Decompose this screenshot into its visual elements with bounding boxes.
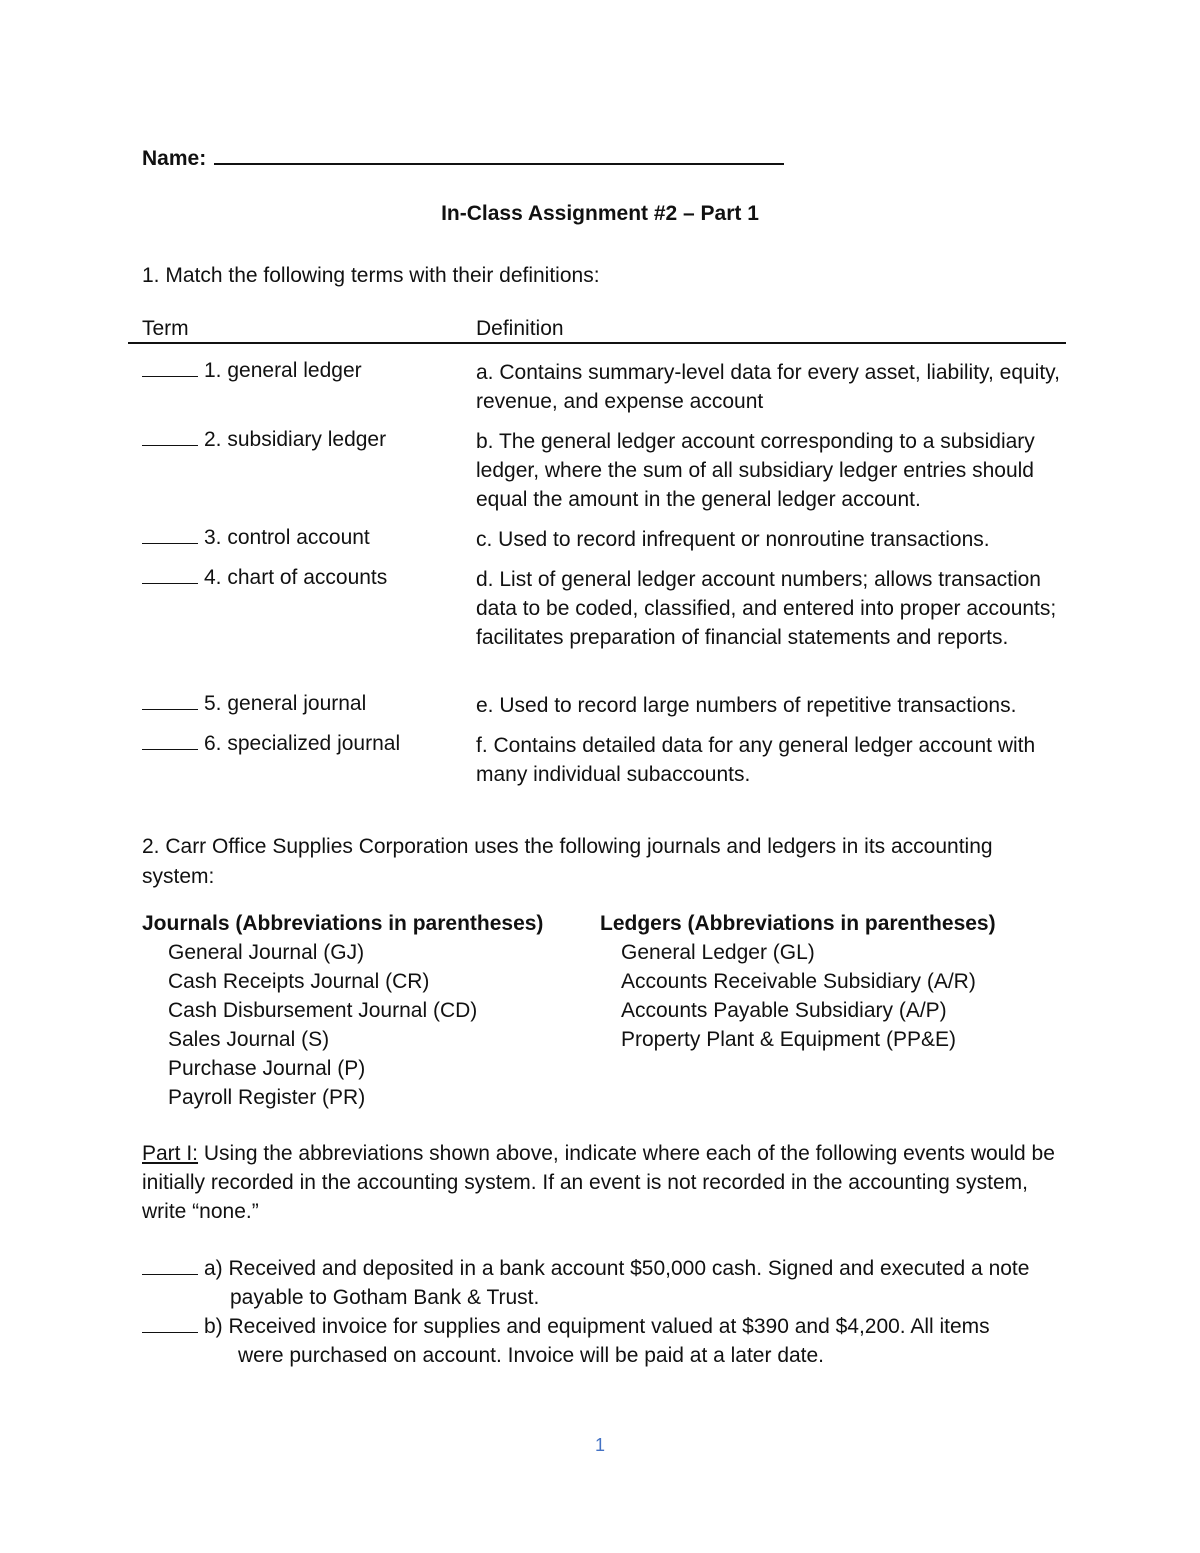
- ledger-item: Accounts Receivable Subsidiary (A/R): [621, 970, 976, 993]
- ledger-item: Property Plant & Equipment (PP&E): [621, 1028, 956, 1051]
- part-1-label: Part I:: [142, 1142, 199, 1165]
- definition-text: e. Used to record large numbers of repetitive transactions.: [476, 694, 1017, 717]
- term-text: 3. control account: [204, 526, 370, 549]
- part-1-text: Using the abbreviations shown above, indicate where each of the following events would be initially recorded in the accounting system. If an event is not recorded in the accounting system, write “none.”: [142, 1142, 1055, 1223]
- name-field-row: [142, 143, 784, 171]
- term-text: 5. general journal: [204, 692, 367, 715]
- answer-blank[interactable]: [142, 731, 198, 750]
- event-text-continued: were purchased on account. Invoice will be paid at a later date.: [238, 1344, 825, 1367]
- name-label: Name:: [142, 147, 207, 170]
- answer-blank[interactable]: [142, 525, 198, 544]
- journals-list: [142, 909, 543, 1112]
- answer-blank[interactable]: [142, 1314, 198, 1333]
- name-blank-line[interactable]: [214, 143, 784, 165]
- ledgers-heading: Ledgers (Abbreviations in parentheses): [600, 912, 996, 935]
- answer-blank[interactable]: [142, 565, 198, 584]
- definition-text: c. Used to record infrequent or nonroutine transactions.: [476, 528, 990, 551]
- definition-text: f. Contains detailed data for any general ledger account with many individual subaccounts.: [476, 734, 1036, 786]
- assignment-title: In-Class Assignment #2 – Part 1: [441, 202, 759, 225]
- event-item: [142, 1254, 1062, 1312]
- column-header-term: Term: [142, 317, 189, 340]
- event-text: b) Received invoice for supplies and equipment valued at $390 and $4,200. All items: [204, 1315, 990, 1338]
- term-text: 2. subsidiary ledger: [204, 428, 387, 451]
- journal-item: Purchase Journal (P): [168, 1057, 366, 1080]
- journal-item: Payroll Register (PR): [168, 1086, 366, 1109]
- column-header-definition: Definition: [476, 317, 564, 340]
- term-text: 6. specialized journal: [204, 732, 401, 755]
- answer-blank[interactable]: [142, 427, 198, 446]
- journal-item: General Journal (GJ): [168, 941, 365, 964]
- question-1-prompt: 1. Match the following terms with their definitions:: [142, 264, 600, 287]
- answer-blank[interactable]: [142, 691, 198, 710]
- ledgers-list: [600, 909, 996, 1054]
- answer-blank[interactable]: [142, 358, 198, 377]
- definition-text: a. Contains summary-level data for every asset, liability, equity, revenue, and expense account: [476, 361, 1060, 413]
- definition-text: d. List of general ledger account numbers; allows transaction data to be coded, classified, and entered into proper accounts; facilitates preparation of financial statements and reports.: [476, 568, 1057, 649]
- event-text: a) Received and deposited in a bank account $50,000 cash. Signed and executed a note: [204, 1257, 1030, 1280]
- definition-text: b. The general ledger account corresponding to a subsidiary ledger, where the sum of all subsidiary ledger entries should equal the amount in the general ledger account.: [476, 430, 1035, 511]
- journal-item: Sales Journal (S): [168, 1028, 330, 1051]
- page-number: 1: [594, 1435, 605, 1455]
- term-text: 4. chart of accounts: [204, 566, 388, 589]
- event-text-continued: payable to Gotham Bank & Trust.: [230, 1286, 540, 1309]
- question-2-prompt: 2. Carr Office Supplies Corporation uses the following journals and ledgers in its accounting system:: [142, 835, 993, 888]
- part-1-instructions: [142, 1139, 1072, 1226]
- ledger-item: Accounts Payable Subsidiary (A/P): [621, 999, 947, 1022]
- header-rule: [128, 342, 1066, 344]
- ledger-item: General Ledger (GL): [621, 941, 815, 964]
- journals-heading: Journals (Abbreviations in parentheses): [142, 912, 544, 935]
- answer-blank[interactable]: [142, 1256, 198, 1275]
- journal-item: Cash Disbursement Journal (CD): [168, 999, 478, 1022]
- journal-item: Cash Receipts Journal (CR): [168, 970, 430, 993]
- event-item: [142, 1312, 1062, 1370]
- term-text: 1. general ledger: [204, 359, 362, 382]
